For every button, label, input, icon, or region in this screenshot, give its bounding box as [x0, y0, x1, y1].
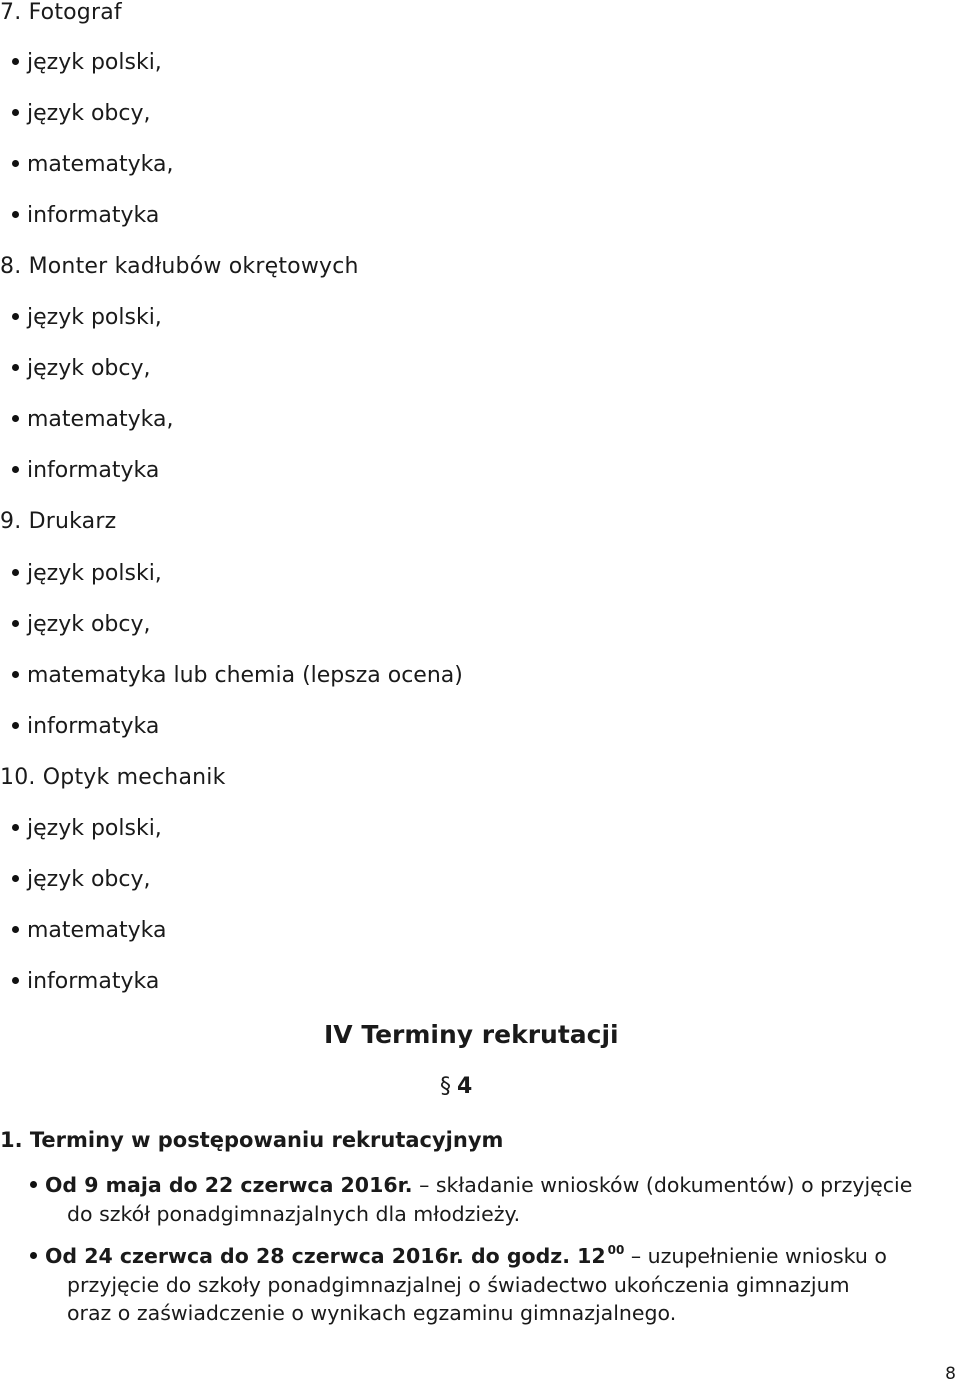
list-item: matematyka, — [12, 152, 173, 178]
paragraph-symbol: § — [440, 1074, 451, 1099]
bullet-icon — [30, 1252, 37, 1259]
term-description: – składanie wniosków (dokumentów) o przyjęcie — [412, 1173, 913, 1197]
bullet-icon — [12, 160, 19, 167]
term-date: Od 24 czerwca do 28 czerwca 2016r. do godz. 12 — [45, 1244, 606, 1268]
bullet-icon — [12, 466, 19, 473]
list-item: język obcy, — [12, 101, 150, 127]
list-item: informatyka — [12, 203, 159, 229]
list-item: język obcy, — [12, 356, 150, 382]
list-item: język obcy, — [12, 867, 150, 893]
paragraph-number: 4 — [457, 1074, 473, 1099]
bullet-icon — [12, 824, 19, 831]
term-description: – uzupełnienie wniosku o — [624, 1244, 887, 1268]
profession-heading: 10. Optyk mechanik — [0, 765, 226, 790]
list-item — [30, 1242, 887, 1274]
term-time-superscript: 00 — [607, 1243, 625, 1257]
bullet-icon — [12, 415, 19, 422]
section-title: IV Terminy rekrutacji — [324, 1020, 619, 1049]
section-subheading: 1. Terminy w postępowaniu rekrutacyjnym — [0, 1128, 504, 1152]
bullet-icon — [12, 926, 19, 933]
bullet-icon — [12, 364, 19, 371]
list-item: matematyka lub chemia (lepsza ocena) — [12, 663, 463, 689]
term-date: Od 9 maja do 22 czerwca 2016r. — [45, 1173, 413, 1197]
term-continuation: do szkół ponadgimnazjalnych dla młodzieży. — [67, 1202, 521, 1226]
term-continuation: oraz o zaświadczenie o wynikach egzaminu gimnazjalnego. — [67, 1301, 677, 1325]
list-item: informatyka — [12, 969, 159, 995]
list-item — [30, 1171, 912, 1200]
bullet-icon — [12, 211, 19, 218]
bullet-icon — [12, 109, 19, 116]
bullet-icon — [12, 620, 19, 627]
term-continuation: przyjęcie do szkoły ponadgimnazjalnej o świadectwo ukończenia gimnazjum — [67, 1273, 850, 1297]
list-item: informatyka — [12, 458, 159, 484]
list-item: język polski, — [12, 816, 162, 842]
profession-heading: 9. Drukarz — [0, 509, 117, 534]
bullet-icon — [12, 58, 19, 65]
list-item: matematyka, — [12, 407, 173, 433]
list-item: język obcy, — [12, 612, 150, 638]
bullet-icon — [12, 977, 19, 984]
bullet-icon — [12, 313, 19, 320]
list-item: język polski, — [12, 50, 162, 76]
profession-heading: 7. Fotograf — [0, 0, 122, 25]
list-item: informatyka — [12, 714, 159, 740]
list-item: język polski, — [12, 305, 162, 331]
list-item: matematyka — [12, 918, 166, 944]
paragraph-marker — [440, 1074, 472, 1099]
bullet-icon — [12, 569, 19, 576]
bullet-icon — [12, 722, 19, 729]
bullet-icon — [30, 1181, 37, 1188]
profession-heading: 8. Monter kadłubów okrętowych — [0, 254, 359, 279]
bullet-icon — [12, 671, 19, 678]
list-item: język polski, — [12, 561, 162, 587]
bullet-icon — [12, 875, 19, 882]
page-number: 8 — [945, 1364, 956, 1384]
